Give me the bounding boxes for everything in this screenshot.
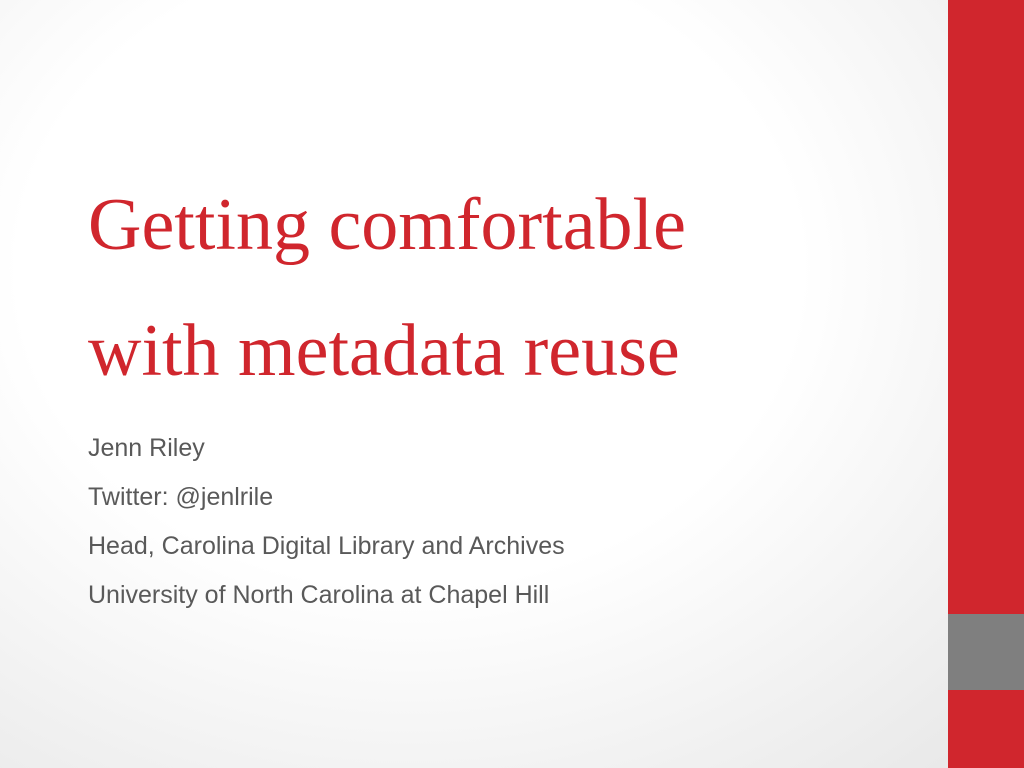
title-line-1: Getting comfortable xyxy=(88,184,686,266)
subtitle-position: Head, Carolina Digital Library and Archives xyxy=(88,532,565,560)
accent-bar-gray-block xyxy=(948,614,1024,690)
slide-title xyxy=(88,162,928,414)
side-accent-bar xyxy=(948,0,1024,768)
title-line-2: with metadata reuse xyxy=(88,310,680,392)
slide-subtitle xyxy=(88,424,928,620)
subtitle-twitter: Twitter: @jenlrile xyxy=(88,483,274,511)
subtitle-institution: University of North Carolina at Chapel Hill xyxy=(88,581,550,609)
accent-bar-red-bottom xyxy=(948,690,1024,768)
accent-bar-red-top xyxy=(948,0,1024,614)
subtitle-author: Jenn Riley xyxy=(88,434,205,462)
